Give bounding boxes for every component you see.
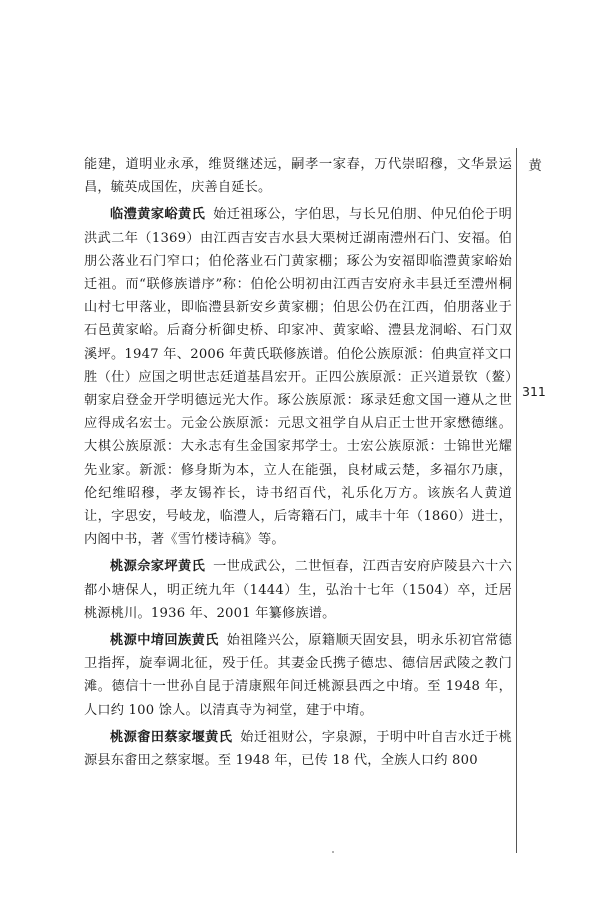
margin-rule: [516, 148, 517, 853]
paragraph-continuation: [84, 153, 512, 199]
entry-heading: 桃源中堉回族黄氏: [110, 633, 219, 649]
paragraph-text: 始祖隆兴公，原籍顺天固安县，明永乐初官常德卫指挥，旋奉调北征，殁于任。其妻金氏携子德忠、德信居武陵之教门滩。德信十一世孙自昆于清康熙年间迁桃源县西之中堉。至 1948 年，人口约 100 馀人。以清真寺为祠堂，建于中堉。: [84, 633, 512, 718]
paragraph-text: 始迁祖财公，字泉源，于明中叶自吉水迁于桃源县东畬田之蔡家堰。至 1948 年，已传 18 代，全族人口约 800: [84, 729, 512, 769]
entry-heading: 临澧黄家峪黄氏: [110, 207, 206, 223]
scan-speck: [332, 851, 334, 853]
paragraph-taoyuan-zhongyu: [84, 629, 512, 722]
running-head: 黄: [525, 158, 541, 172]
paragraph-text: 一世成武公，二世恒春，江西吉安府庐陵县六十六都小塘保人，明正统九年（1444）生，弘治十七年（1504）卒，迁居桃源桃川。1936 年、2001 年纂修族谱。: [84, 559, 512, 621]
entry-heading: 桃源畬田蔡家堰黄氏: [110, 729, 233, 745]
paragraph-taoyuan-caijiayan: [84, 726, 512, 772]
paragraph-text: 能建，道明业永承，维贤继述远，嗣孝一家春，万代崇昭穆，文华景运昌，毓英成国佐，庆善自延长。: [84, 157, 512, 196]
page-number: 311: [522, 384, 546, 399]
body-text: [84, 153, 512, 772]
paragraph-linli-huangjiayu: [84, 203, 512, 551]
entry-heading: 桃源佘家坪黄氏: [110, 559, 206, 575]
paragraph-taoyuan-shejiaping: [84, 555, 512, 625]
paragraph-text: 始迁祖琢公，字伯思，与长兄伯朋、仲兄伯伦于明洪武二年（1369）由江西吉安吉水县大栗树迁湖南澧州石门、安福。伯朋公落业石门窄口；伯伦落业石门黄家棚；琢公为安福即临澧黄家峪始迁祖。而“联修族谱序”称：伯伦公明初由江西吉安府永丰县迁至澧州桐山村七甲落业，即临澧县新安乡黄家棚；伯思公仍在江西，伯朋落业于石邑黄家峪。后裔分析御史桥、印家冲、黄家峪、澧县龙洞峪、石门双溪坪。1947 年、2006 年黄氏联修族谱。伯伦公族原派：伯典宣祥文口胜（仕）应国之明世志廷道基昌宏开。正四公族原派：正兴道景钦（鳌）朝家启登金开学明德远光大作。琢公族原派：琢录廷愈文国一遵从之世应得成名宏士。元金公族原派：元思文祖学自从启正士世开家懋德继。大棋公族原派：大永志有生金国家邦学士。士宏公族原派：士锦世光耀先业家。新派：修身斯为本，立人在能强，良材咸云楚，多福尔乃康，伦纪维昭穆，孝友锡祚长，诗书绍百代，礼乐化万方。该族名人黄道让，字思安，号岐龙，临澧人，后寄籍石门，咸丰十年（1860）进士，内阁中书，著《雪竹楼诗稿》等。: [84, 207, 512, 548]
